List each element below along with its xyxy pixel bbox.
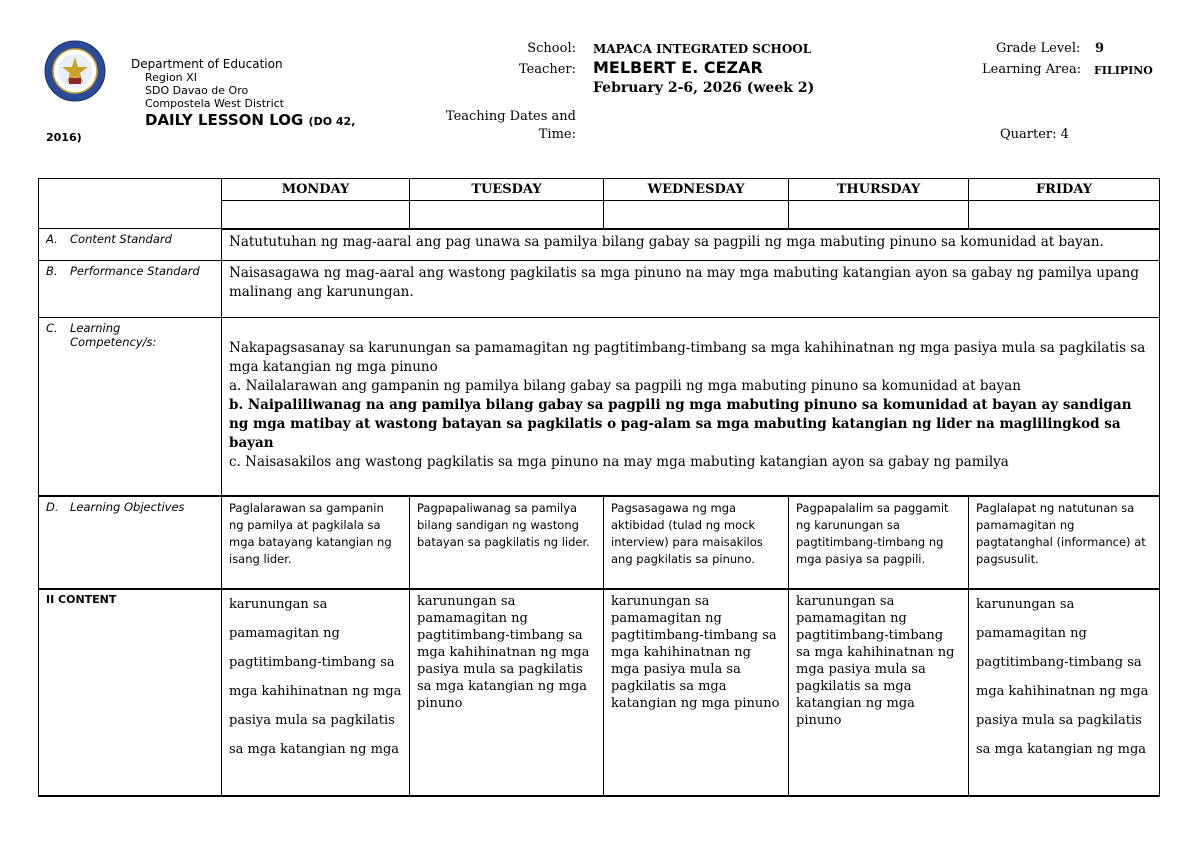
content-standard-label: A. Content Standard [39, 229, 222, 261]
day-subheader-cell [789, 201, 969, 229]
division-name: SDO Davao de Oro [145, 84, 249, 97]
teacher-label: Teacher: [518, 62, 576, 77]
day-subheader-cell [410, 201, 604, 229]
district-name: Compostela West District [145, 97, 284, 110]
competency-item-c: c. Naisasakilos ang wastong pagkilatis sa mga pinuno na may mga mabuting katangian ayon sa gabay ng pamilya [229, 454, 1009, 470]
day-header-row [39, 179, 1160, 201]
daily-lesson-log-table [38, 178, 1160, 797]
day-header-monday: MONDAY [222, 179, 410, 201]
day-header-tuesday: TUESDAY [410, 179, 604, 201]
performance-standard-label: B. Performance Standard [39, 261, 222, 318]
day-header-thursday: THURSDAY [789, 179, 969, 201]
log-reference-year: 2016) [46, 131, 82, 144]
objective-friday: Paglalapat ng natutunan sa pamamagitan ng pagtatanghal (informance) at pagsusulit. [969, 496, 1160, 589]
content-monday: karunungan sa pamamagitan ng pagtitimbang-timbang sa mga kahihinatnan ng mga pasiya mula sa pagkilatis sa mga katangian ng mga [222, 589, 410, 796]
school-label: School: [527, 41, 576, 56]
teaching-dates-label: Teaching Dates and [445, 109, 576, 124]
objective-monday: Paglalarawan sa gampanin ng pamilya at pagkilala sa mga batayang katangian ng isang lider. [222, 496, 410, 589]
competency-item-b: b. Naipaliliwanag na ang pamilya bilang gabay sa pagpili ng mga mabuting pinuno sa komunidad at bayan ay sandigan ng mga matibay at wastong batayan sa pagkilatis o pag-alam sa mga mabuting katangian ng lider na maglilingkod sa bayan [229, 397, 1132, 451]
learning-area-label: Learning Area: [982, 62, 1082, 77]
grade-level-label: Grade Level: [996, 41, 1081, 56]
learning-objectives-label: D. Learning Objectives [39, 496, 222, 589]
competency-intro: Nakapagsasanay sa karunungan sa pamamagitan ng pagtitimbang-timbang sa mga kahihinatnan ng mga pasiya mula sa pagkilatis sa mga katangian ng mga pinuno [229, 340, 1146, 375]
content-standard-row [39, 229, 1160, 261]
teaching-dates-value: February 2-6, 2026 (week 2) [593, 80, 815, 96]
content-row [39, 589, 1160, 796]
deped-seal-logo [44, 40, 106, 102]
content-thursday: karunungan sa pamamagitan ng pagtitimbang-timbang sa mga kahihinatnan ng mga pasiya mula sa pagkilatis sa mga katangian ng mga pinuno [789, 589, 969, 796]
corner-cell [39, 179, 222, 229]
teacher-value: MELBERT E. CEZAR [593, 58, 763, 77]
content-tuesday: karunungan sa pamamagitan ng pagtitimbang-timbang sa mga kahihinatnan ng mga pasiya mula sa pagkilatis sa mga katangian ng mga pinuno [410, 589, 604, 796]
performance-standard-row [39, 261, 1160, 318]
objective-tuesday: Pagpapaliwanag sa pamilya bilang sandigan ng wastong batayan sa pagkilatis ng lider. [410, 496, 604, 589]
content-wednesday: karunungan sa pamamagitan ng pagtitimbang-timbang sa mga kahihinatnan ng mga pasiya mula sa pagkilatis sa mga katangian ng mga pinuno [604, 589, 789, 796]
day-subheader-cell [969, 201, 1160, 229]
day-header-wednesday: WEDNESDAY [604, 179, 789, 201]
content-friday: karunungan sa pamamagitan ng pagtitimbang-timbang sa mga kahihinatnan ng mga pasiya mula sa pagkilatis sa mga katangian ng mga [969, 589, 1160, 796]
content-label: II CONTENT [39, 589, 222, 796]
day-header-friday: FRIDAY [969, 179, 1160, 201]
day-subheader-cell [604, 201, 789, 229]
objective-thursday: Pagpapalalim sa paggamit ng karunungan sa pagtitimbang-timbang ng mga pasiya sa pagpili. [789, 496, 969, 589]
learning-competency-text [222, 318, 1160, 496]
competency-item-a: a. Nailalarawan ang gampanin ng pamilya bilang gabay sa pagpili ng mga mabuting pinuno sa komunidad at bayan [229, 378, 1021, 394]
learning-competency-row [39, 318, 1160, 496]
learning-objectives-row [39, 496, 1160, 589]
school-value: MAPACA INTEGRATED SCHOOL [593, 42, 812, 56]
teaching-time-label: Time: [538, 127, 576, 142]
objective-wednesday: Pagsasagawa ng mga aktibidad (tulad ng mock interview) para maisakilos ang pagkilatis sa pinuno. [604, 496, 789, 589]
day-subheader-cell [222, 201, 410, 229]
content-standard-text: Natututuhan ng mag-aaral ang pag unawa sa pamilya bilang gabay sa pagpili ng mga mabuting pinuno sa komunidad at bayan. [222, 229, 1160, 261]
log-reference: (DO 42, [308, 115, 356, 128]
department-name: Department of Education [131, 57, 283, 71]
quarter-label: Quarter: 4 [1000, 127, 1069, 142]
learning-competency-label: C. Learning Competency/s: [39, 318, 222, 496]
performance-standard-text: Naisasagawa ng mag-aaral ang wastong pagkilatis sa mga pinuno na may mga mabuting katangian ayon sa gabay ng pamilya upang malinang ang karunungan. [222, 261, 1160, 318]
region-name: Region XI [145, 71, 197, 84]
log-title: DAILY LESSON LOG (DO 42, [145, 111, 356, 129]
learning-area-value: FILIPINO [1094, 64, 1153, 77]
grade-level-value: 9 [1095, 41, 1105, 56]
